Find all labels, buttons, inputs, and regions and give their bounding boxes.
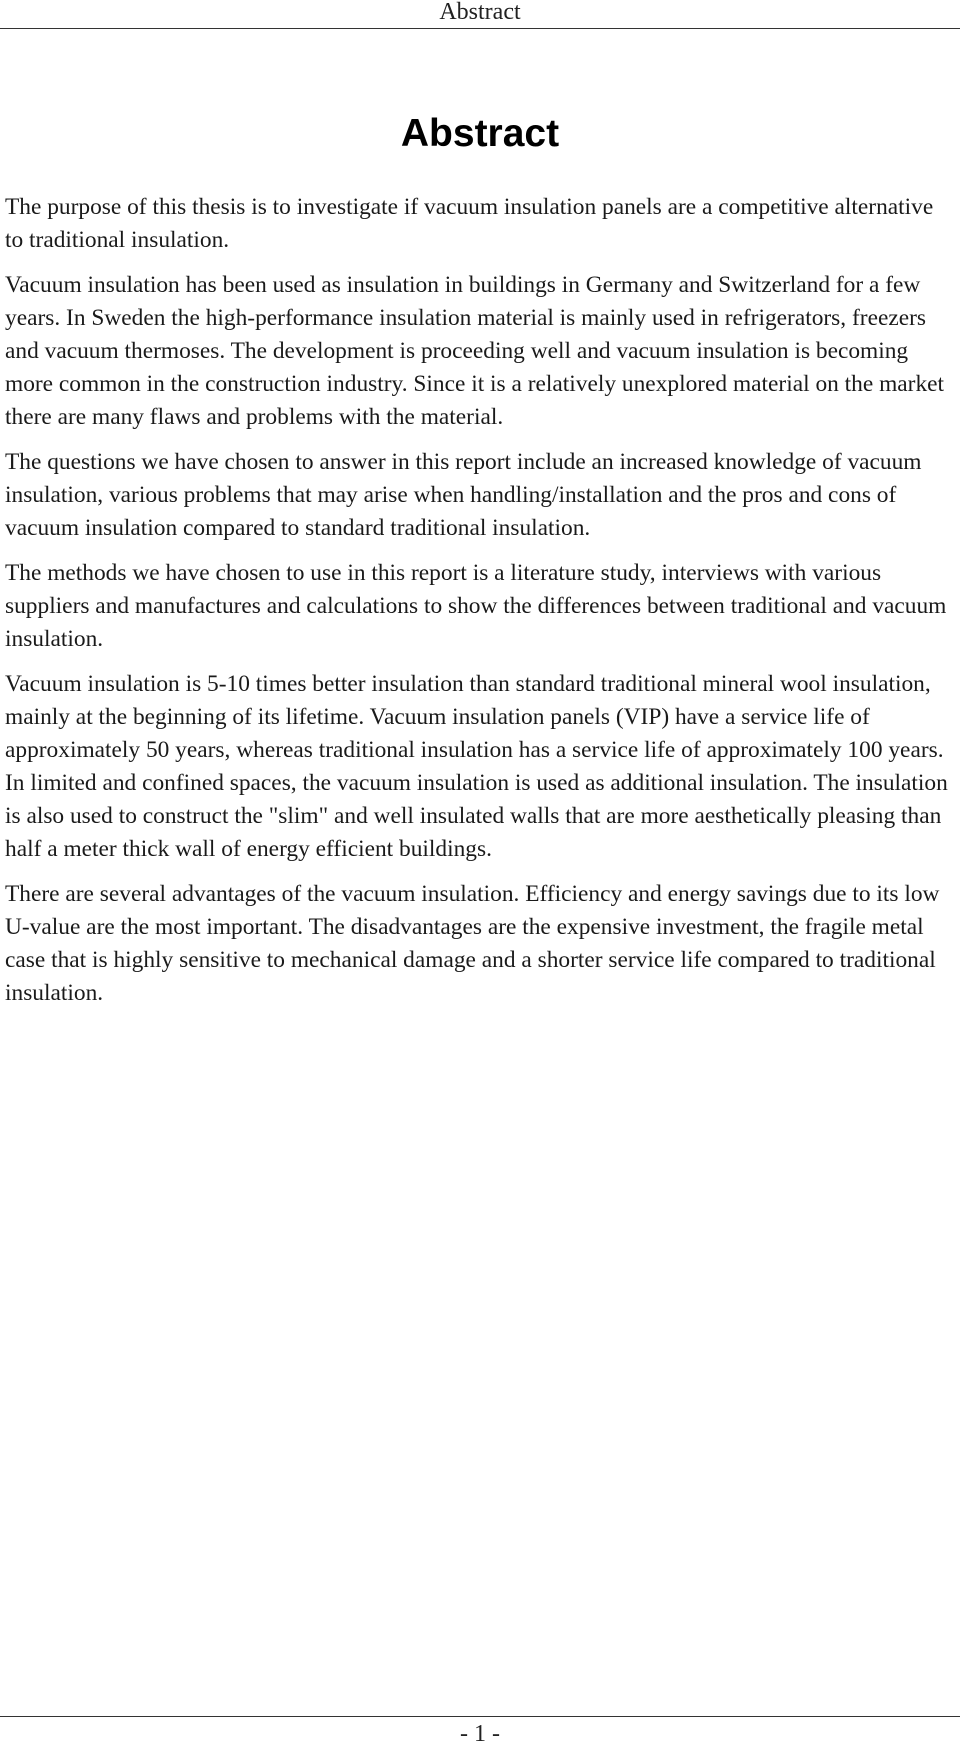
page-title: Abstract xyxy=(400,112,560,155)
paragraph-methods: The methods we have chosen to use in this report is a literature study, interviews with various suppliers and manufactures and calculations to show the differences between traditional and vacuum insulation. xyxy=(5,560,947,652)
paragraph-questions: The questions we have chosen to answer in this report include an increased knowledge of vacuum insulation, various problems that may arise when handling/installation and the pros and cons of vacuum insulation compared to standard traditional insulation. xyxy=(5,449,922,541)
paragraph-results: Vacuum insulation is 5-10 times better insulation than standard traditional mineral wool insulation, mainly at the beginning of its lifetime. Vacuum insulation panels (VIP) have a service life of approximately 50 years, whereas traditional insulation has a service life of approximately 100 years. In limited and confined spaces, the vacuum insulation is used as additional insulation. The insulation is also used to construct the "slim" and well insulated walls that are more aesthetically pleasing than half a meter thick wall of energy efficient buildings. xyxy=(5,671,948,862)
running-header-title: Abstract xyxy=(439,0,521,25)
paragraph-conclusions: There are several advantages of the vacuum insulation. Efficiency and energy savings due to its low U-value are the most important. The disadvantages are the expensive investment, the fragile metal case that is highly sensitive to mechanical damage and a shorter service life compared to traditional insulation. xyxy=(5,881,940,1006)
paragraph-background: Vacuum insulation has been used as insulation in buildings in Germany and Switzerland for a few years. In Sweden the high-performance insulation material is mainly used in refrigerators, freezers and vacuum thermoses. The development is proceeding well and vacuum insulation is becoming more common in the construction industry. Since it is a relatively unexplored material on the market there are many flaws and problems with the material. xyxy=(5,272,945,430)
running-header xyxy=(0,0,960,29)
page-number: - 1 - xyxy=(460,1721,500,1747)
abstract-body xyxy=(5,191,955,1022)
paragraph-purpose: The purpose of this thesis is to investigate if vacuum insulation panels are a competitive alternative to traditional insulation. xyxy=(5,194,934,253)
running-footer xyxy=(0,1716,960,1750)
